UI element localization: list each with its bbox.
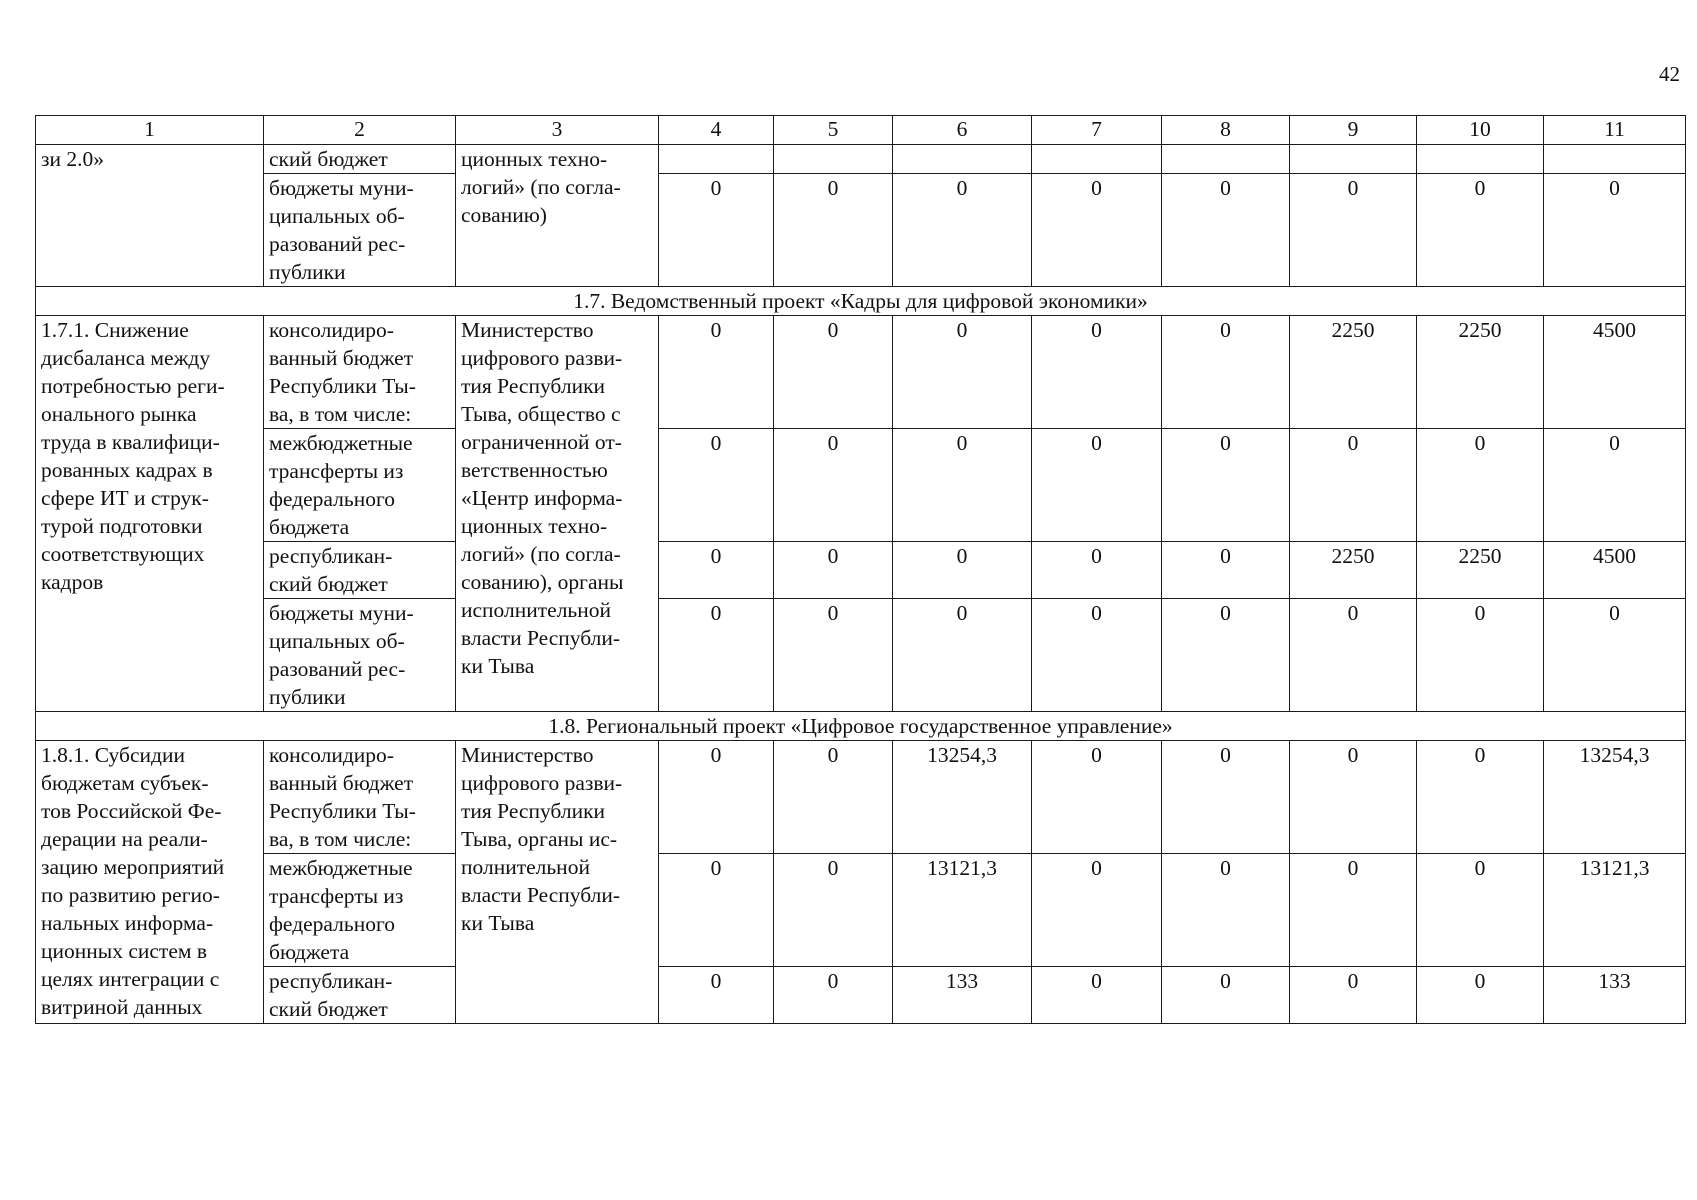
column-number: 5 xyxy=(774,116,893,145)
value-cell: 0 xyxy=(774,967,893,1024)
value-cell: 0 xyxy=(659,429,774,542)
value-cell: 0 xyxy=(1290,854,1417,967)
value-cell: 0 xyxy=(1032,741,1162,854)
column-number: 4 xyxy=(659,116,774,145)
value-cell xyxy=(1417,145,1544,174)
value-cell: 0 xyxy=(1032,316,1162,429)
value-cell xyxy=(1544,145,1686,174)
value-cell: 0 xyxy=(1162,854,1290,967)
value-cell xyxy=(1032,145,1162,174)
value-cell: 0 xyxy=(1032,429,1162,542)
column-number: 6 xyxy=(893,116,1032,145)
table-row xyxy=(36,145,1686,174)
value-cell: 0 xyxy=(1162,542,1290,599)
value-cell xyxy=(1162,145,1290,174)
executor: ционных техно- логий» (по согла- сованию) xyxy=(456,145,659,287)
column-number: 11 xyxy=(1544,116,1686,145)
funding-source: бюджеты муни- ципальных об- разований рес- публики xyxy=(264,599,456,712)
value-cell: 0 xyxy=(1290,599,1417,712)
value-cell: 0 xyxy=(1162,429,1290,542)
value-cell: 0 xyxy=(1417,967,1544,1024)
value-cell: 133 xyxy=(1544,967,1686,1024)
value-cell: 0 xyxy=(893,316,1032,429)
value-cell: 0 xyxy=(893,429,1032,542)
executor: Министерство цифрового разви- тия Республики Тыва, общество с ограниченной от- ветственностью «Центр информа- ционных техно- логий» (по согла- сованию), органы исполнительной власти Республи- ки Тыва xyxy=(456,316,659,712)
column-number-row xyxy=(36,116,1686,145)
value-cell: 0 xyxy=(659,854,774,967)
funding-source: бюджеты муни- ципальных об- разований рес- публики xyxy=(264,174,456,287)
section-row xyxy=(36,712,1686,741)
value-cell: 0 xyxy=(659,599,774,712)
value-cell: 0 xyxy=(1162,174,1290,287)
value-cell: 0 xyxy=(774,741,893,854)
value-cell: 0 xyxy=(1162,741,1290,854)
value-cell xyxy=(1290,145,1417,174)
table-row xyxy=(36,967,1686,1024)
value-cell xyxy=(774,145,893,174)
funding-source: межбюджетные трансферты из федерального бюджета xyxy=(264,854,456,967)
value-cell: 2250 xyxy=(1290,316,1417,429)
column-number: 3 xyxy=(456,116,659,145)
value-cell: 0 xyxy=(1032,854,1162,967)
executor: Министерство цифрового разви- тия Республики Тыва, органы ис- полнительной власти Республи- ки Тыва xyxy=(456,741,659,1024)
value-cell: 0 xyxy=(774,599,893,712)
table-row xyxy=(36,316,1686,429)
section-title: 1.7. Ведомственный проект «Кадры для цифровой экономики» xyxy=(36,287,1686,316)
value-cell: 0 xyxy=(1544,174,1686,287)
value-cell: 13254,3 xyxy=(893,741,1032,854)
value-cell xyxy=(893,145,1032,174)
value-cell: 0 xyxy=(1417,741,1544,854)
value-cell: 0 xyxy=(893,542,1032,599)
column-number: 7 xyxy=(1032,116,1162,145)
value-cell: 13121,3 xyxy=(893,854,1032,967)
funding-source: консолидиро- ванный бюджет Республики Ты- ва, в том числе: xyxy=(264,741,456,854)
section-title: 1.8. Региональный проект «Цифровое государственное управление» xyxy=(36,712,1686,741)
funding-source: консолидиро- ванный бюджет Республики Ты- ва, в том числе: xyxy=(264,316,456,429)
value-cell: 13254,3 xyxy=(1544,741,1686,854)
value-cell: 0 xyxy=(1544,429,1686,542)
value-cell: 2250 xyxy=(1417,316,1544,429)
value-cell: 0 xyxy=(1162,599,1290,712)
value-cell: 0 xyxy=(1417,854,1544,967)
budget-table xyxy=(35,115,1686,1024)
section-row xyxy=(36,287,1686,316)
funding-source: республикан- ский бюджет xyxy=(264,967,456,1024)
funding-source: республикан- ский бюджет xyxy=(264,542,456,599)
value-cell: 4500 xyxy=(1544,316,1686,429)
value-cell: 0 xyxy=(893,174,1032,287)
value-cell: 0 xyxy=(659,316,774,429)
table-row xyxy=(36,429,1686,542)
column-number: 1 xyxy=(36,116,264,145)
table-row xyxy=(36,854,1686,967)
value-cell: 0 xyxy=(774,429,893,542)
table-row xyxy=(36,599,1686,712)
value-cell: 0 xyxy=(659,542,774,599)
value-cell: 2250 xyxy=(1417,542,1544,599)
value-cell: 0 xyxy=(893,599,1032,712)
column-number: 2 xyxy=(264,116,456,145)
funding-source: ский бюджет xyxy=(264,145,456,174)
column-number: 10 xyxy=(1417,116,1544,145)
value-cell: 0 xyxy=(1417,174,1544,287)
value-cell: 0 xyxy=(659,741,774,854)
value-cell: 0 xyxy=(659,967,774,1024)
value-cell: 4500 xyxy=(1544,542,1686,599)
value-cell: 0 xyxy=(1290,429,1417,542)
value-cell: 0 xyxy=(1032,542,1162,599)
value-cell: 0 xyxy=(1417,599,1544,712)
value-cell: 0 xyxy=(774,542,893,599)
value-cell: 0 xyxy=(659,174,774,287)
value-cell: 0 xyxy=(1032,599,1162,712)
funding-source: межбюджетные трансферты из федерального бюджета xyxy=(264,429,456,542)
table-row xyxy=(36,174,1686,287)
value-cell: 0 xyxy=(1290,174,1417,287)
value-cell: 0 xyxy=(1417,429,1544,542)
measure-name: 1.8.1. Субсидии бюджетам субъек- тов Российской Фе- дерации на реали- зацию мероприятий по развитию регио- нальных информа- ционных систем в целях интеграции с витриной данных xyxy=(36,741,264,1024)
column-number: 9 xyxy=(1290,116,1417,145)
table-row xyxy=(36,542,1686,599)
value-cell: 0 xyxy=(1032,967,1162,1024)
value-cell: 0 xyxy=(774,174,893,287)
value-cell: 133 xyxy=(893,967,1032,1024)
value-cell: 0 xyxy=(1290,967,1417,1024)
value-cell: 0 xyxy=(774,316,893,429)
value-cell: 2250 xyxy=(1290,542,1417,599)
value-cell: 0 xyxy=(1290,741,1417,854)
value-cell: 0 xyxy=(1544,599,1686,712)
measure-name: зи 2.0» xyxy=(36,145,264,287)
value-cell: 0 xyxy=(1162,316,1290,429)
measure-name: 1.7.1. Снижение дисбаланса между потребностью реги- онального рынка труда в квалифици- рованных кадрах в сфере ИТ и струк- турой подготовки соответствующих кадров xyxy=(36,316,264,712)
value-cell: 0 xyxy=(774,854,893,967)
value-cell: 0 xyxy=(1162,967,1290,1024)
value-cell xyxy=(659,145,774,174)
page-number: 42 xyxy=(1659,62,1680,86)
column-number: 8 xyxy=(1162,116,1290,145)
table-row xyxy=(36,741,1686,854)
value-cell: 0 xyxy=(1032,174,1162,287)
value-cell: 13121,3 xyxy=(1544,854,1686,967)
